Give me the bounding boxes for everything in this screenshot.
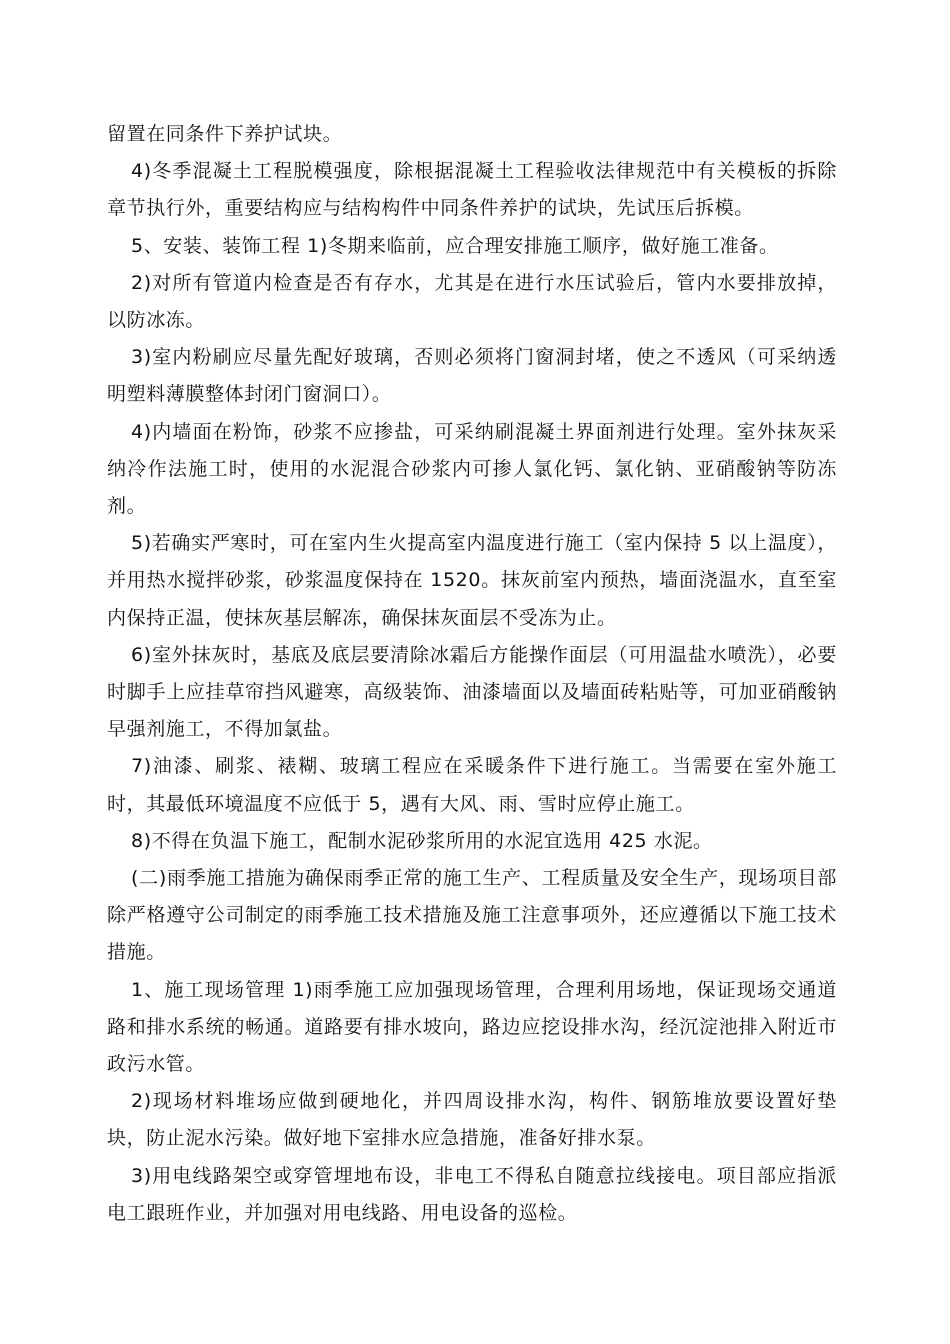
document-page <box>107 116 837 1232</box>
paragraph-7: 5)若确实严寒时，可在室内生火提高室内温度进行施工（室内保持 5 以上温度），并用热水搅拌砂浆，砂浆温度保持在 1520。抹灰前室内预热，墙面浇温水，直至室内保持正温，使抹灰基层解冻，确保抹灰面层不受冻为止。 <box>107 532 837 629</box>
paragraph-8: 6)室外抹灰时，基底及底层要清除冰霜后方能操作面层（可用温盐水喷洗），必要时脚手上应挂草帘挡风避寒，高级装饰、油漆墙面以及墙面砖粘贴等，可加亚硝酸钠早强剂施工，不得加氯盐。 <box>107 643 837 741</box>
paragraph-9: 7)油漆、刷浆、裱糊、玻璃工程应在采暖条件下进行施工。当需要在室外施工时，其最低环境温度不应低于 5，遇有大风、雨、雪时应停止施工。 <box>107 755 837 815</box>
paragraph-6: 4)内墙面在粉饰，砂浆不应掺盐，可采纳刷混凝土界面剂进行处理。室外抹灰采纳冷作法施工时，使用的水泥混合砂浆内可掺人氯化钙、氯化钠、亚硝酸钠等防冻剂。 <box>107 420 837 518</box>
paragraph-14: 3)用电线路架空或穿管埋地布设，非电工不得私自随意拉线接电。项目部应指派电工跟班作业，并加强对用电线路、用电设备的巡检。 <box>107 1164 837 1224</box>
paragraph-4: 2)对所有管道内检查是否有存水，尤其是在进行水压试验后，管内水要排放掉，以防冰冻。 <box>107 271 837 332</box>
paragraph-11: (二)雨季施工措施为确保雨季正常的施工生产、工程质量及安全生产，现场项目部除严格遵守公司制定的雨季施工技术措施及施工注意事项外，还应遵循以下施工技术措施。 <box>107 867 837 964</box>
paragraph-1: 留置在同条件下养护试块。 <box>107 123 343 145</box>
paragraph-13: 2)现场材料堆场应做到硬地化，并四周设排水沟，构件、钢筋堆放要设置好垫块，防止泥水污染。做好地下室排水应急措施，准备好排水泵。 <box>107 1090 837 1150</box>
paragraph-2: 4)冬季混凝土工程脱模强度，除根据混凝土工程验收法律规范中有关模板的拆除章节执行外，重要结构应与结构构件中同条件养护的试块，先试压后拆模。 <box>107 160 837 220</box>
paragraph-5: 3)室内粉刷应尽量先配好玻璃，否则必须将门窗洞封堵，使之不透风（可采纳透明塑料薄膜整体封闭门窗洞口）。 <box>107 346 837 406</box>
paragraph-10: 8)不得在负温下施工，配制水泥砂浆所用的水泥宜选用 425 水泥。 <box>131 829 713 852</box>
paragraph-3: 5、安装、装饰工程 1)冬期来临前，应合理安排施工顺序，做好施工准备。 <box>131 234 779 257</box>
paragraph-12: 1、施工现场管理 1)雨季施工应加强现场管理，合理利用场地，保证现场交通道路和排水系统的畅通。道路要有排水坡向，路边应挖设排水沟，经沉淀池排入附近市政污水管。 <box>107 978 837 1076</box>
